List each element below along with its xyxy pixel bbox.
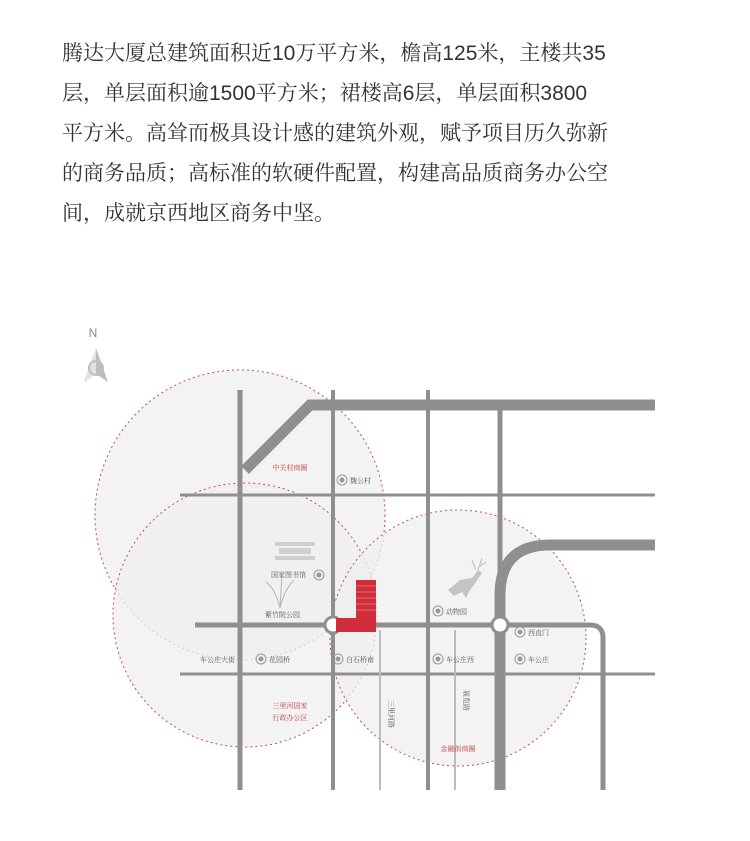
station-label-chegongzhuang-mid: 车公庄西: [446, 656, 474, 664]
location-map: [0, 290, 750, 841]
map-canvas: [0, 290, 750, 841]
road-label-zhanlan: 展览路: [462, 690, 470, 711]
station-label-baishiqiao: 白石桥南: [346, 656, 374, 664]
zone-label-jinrongjie: 金融街商圈: [440, 745, 476, 753]
article-line: 腾达大厦总建筑面积近10万平方米，檐高125米，主楼共35: [62, 42, 606, 65]
article-line: 间，成就京西地区商务中坚。: [62, 202, 335, 225]
station-label-chegongzhuang-east: 车公庄: [528, 656, 549, 664]
station-label-xizhimen: 西直门: [528, 629, 549, 637]
article-line: 的商务品质；高标准的软硬件配置，构建高品质商务办公空: [62, 162, 608, 185]
compass-icon: [84, 326, 108, 382]
zone-label-sanlihe-2: 行政办公区: [272, 714, 308, 722]
zone-label-zhongguancun: 中关村商圈: [272, 464, 308, 472]
station-label-dongwuyuan: 动物园: [446, 608, 467, 616]
zone-label-sanlihe: 三里河国家: [272, 702, 308, 710]
station-label-huayuanqiao: 花园桥: [269, 656, 290, 664]
radius-circles: [95, 370, 586, 766]
library-icon: [275, 542, 315, 560]
road-label-sanlihe: 三里河路: [387, 700, 395, 728]
station-label-weigongcun: 魏公村: [350, 477, 371, 485]
article-paragraph: [62, 34, 702, 234]
north-label: N: [88, 326, 98, 340]
station-label-chegongzhuang-west: 车公庄大街: [200, 656, 235, 664]
station-label-zizhuyuan: 紫竹院公园: [265, 611, 300, 619]
article-line: 层，单层面积逾1500平方米；裙楼高6层，单层面积3800: [62, 82, 588, 105]
interchange-east: [492, 617, 508, 633]
article-line: 平方米。高耸而极具设计感的建筑外观，赋予项目历久弥新: [62, 122, 608, 145]
station-label-library: 国家图书馆: [271, 571, 306, 579]
